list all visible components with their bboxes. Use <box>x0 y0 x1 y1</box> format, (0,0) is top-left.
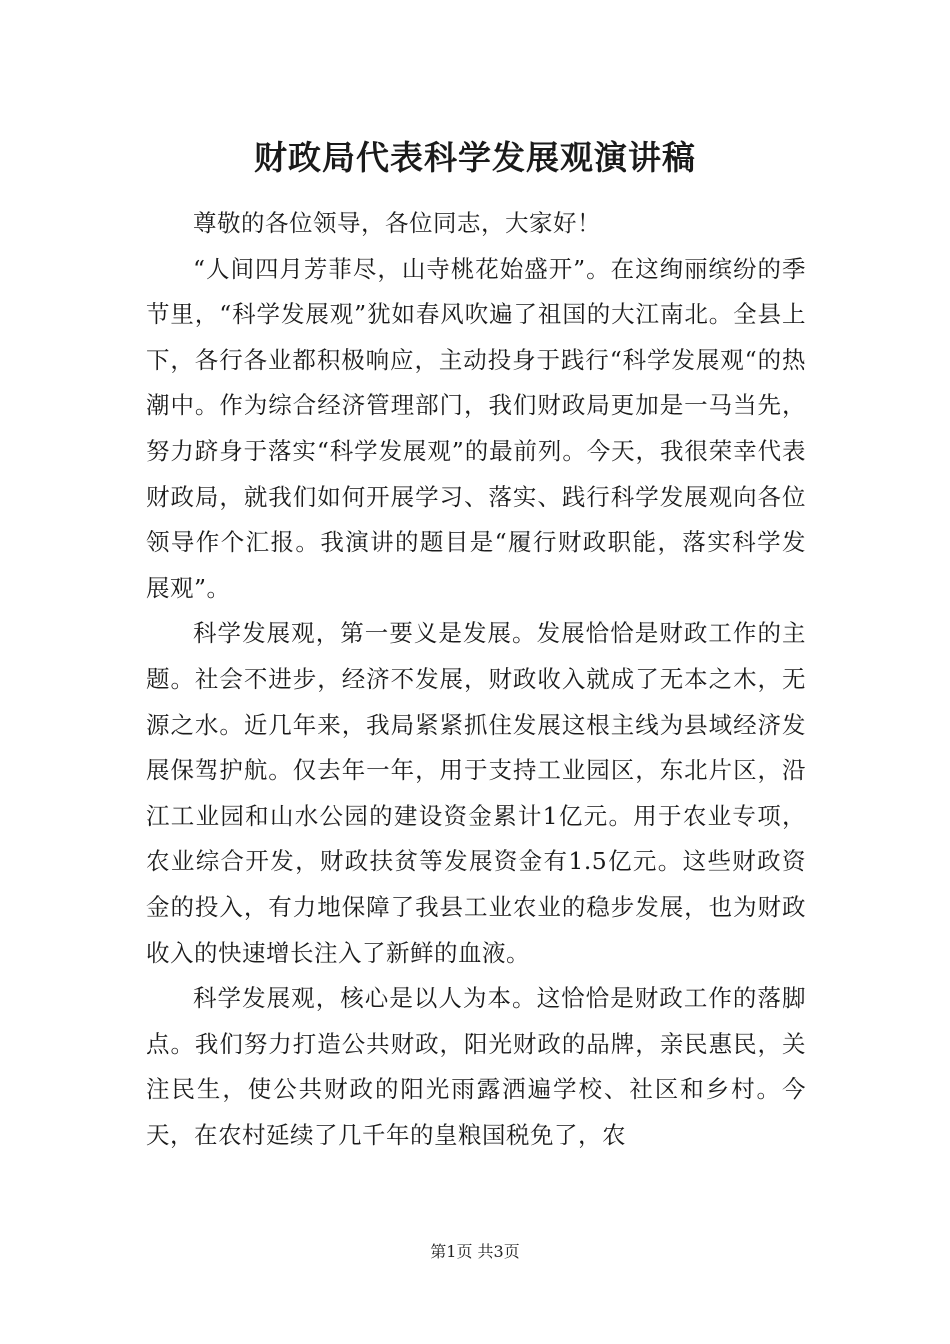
paragraph-introduction: “人间四月芳菲尽，山寺桃花始盛开”。在这绚丽缤纷的季节里，“科学发展观”犹如春风吹遍了祖国的大江南北。全县上下，各行各业都积极响应，主动投身于践行“科学发展观“的热潮中。作为综合经济管理部门，我们财政局更加是一马当先，努力跻身于落实“科学发展观”的最前列。今天，我很荣幸代表财政局，就我们如何开展学习、落实、践行科学发展观向各位领导作个汇报。我演讲的题目是“履行财政职能，落实科学发展观”。 <box>146 254 806 602</box>
document-body <box>146 201 806 1158</box>
paragraph-people-oriented: 科学发展观，核心是以人为本。这恰恰是财政工作的落脚点。我们努力打造公共财政，阳光财政的品牌，亲民惠民，关注民生，使公共财政的阳光雨露洒遍学校、社区和乡村。今天，在农村延续了几千年的皇粮国税免了，农 <box>146 984 806 1149</box>
page-indicator: 第1页 共3页 <box>430 1242 520 1261</box>
paragraph-development: 科学发展观，第一要义是发展。发展恰恰是财政工作的主题。社会不进步，经济不发展，财政收入就成了无本之木，无源之水。近几年来，我局紧紧抓住发展这根主线为县域经济发展保驾护航。仅去年一年，用于支持工业园区，东北片区，沿江工业园和山水公园的建设资金累计1亿元。用于农业专项，农业综合开发，财政扶贫等发展资金有1.5亿元。这些财政资金的投入，有力地保障了我县工业农业的稳步发展，也为财政收入的快速增长注入了新鲜的血液。 <box>146 619 806 967</box>
document-title: 财政局代表科学发展观演讲稿 <box>254 138 696 177</box>
paragraph-greeting: 尊敬的各位领导，各位同志，大家好！ <box>193 209 601 237</box>
page-footer <box>0 1240 950 1264</box>
